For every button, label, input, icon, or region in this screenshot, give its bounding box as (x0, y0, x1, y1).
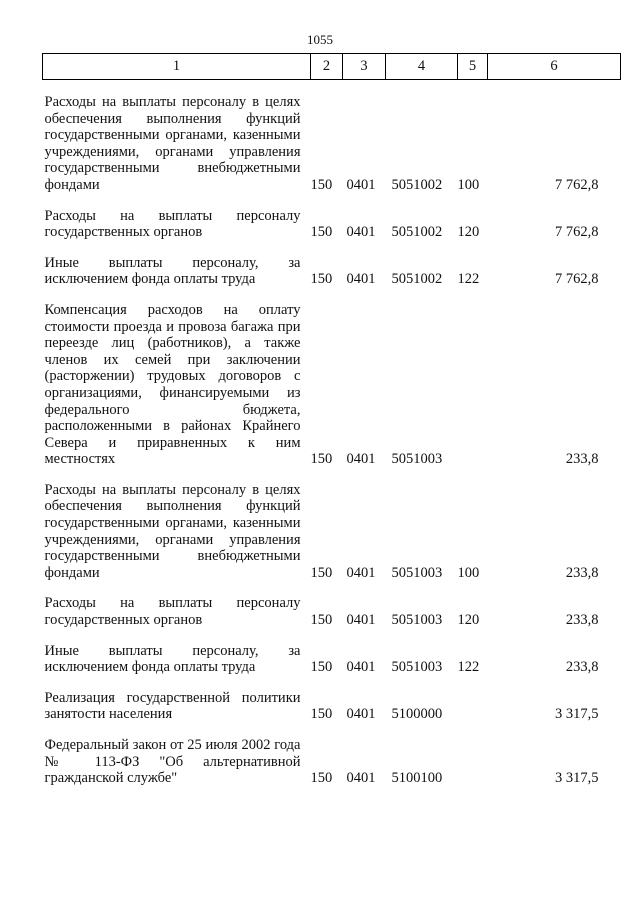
row-ministry-code: 150 (310, 659, 333, 676)
row-amount: 7 762,8 (555, 271, 599, 288)
row-amount: 3 317,5 (555, 706, 599, 723)
header-col-3: 3 (343, 54, 386, 80)
row-ministry-code: 150 (310, 451, 333, 468)
spacer (43, 194, 621, 208)
table-row (43, 690, 621, 723)
row-description: Компенсация расходов на оплату стоимости проезда и провоза багажа при переезде лиц (работников), а также членов их семей при заключении (расторжении) трудовых договоров с организациями, финансируемыми из федерального бюджета, расположенными в районах Крайнего Севера и приравненных к ним местностях (44, 301, 301, 468)
row-description: Расходы на выплаты персоналу государственных органов (44, 595, 301, 629)
row-amount: 7 762,8 (555, 224, 599, 241)
row-ministry-code: 150 (310, 176, 333, 193)
table-row (43, 94, 621, 194)
row-expense-type: 100 (457, 176, 480, 193)
spacer (43, 723, 621, 737)
table-row (43, 302, 621, 468)
page-number: 1055 (307, 32, 333, 47)
row-expense-type: 122 (457, 659, 480, 676)
row-target-code: 5051003 (391, 451, 443, 468)
row-ministry-code: 150 (310, 564, 333, 581)
row-section-code: 0401 (346, 770, 376, 787)
row-expense-type (458, 302, 488, 468)
header-col-6: 6 (488, 54, 621, 80)
header-col-5: 5 (458, 54, 488, 80)
row-expense-type: 122 (457, 271, 480, 288)
row-ministry-code: 150 (310, 706, 333, 723)
row-target-code: 5051002 (391, 176, 443, 193)
row-section-code: 0401 (346, 564, 376, 581)
row-expense-type: 100 (457, 564, 480, 581)
row-ministry-code: 150 (310, 612, 333, 629)
row-section-code: 0401 (346, 659, 376, 676)
row-description: Федеральный закон от 25 июля 2002 года № 113-ФЗ "Об альтернативной гражданской службе" (44, 737, 301, 787)
row-description: Иные выплаты персоналу, за исключением фонда оплаты труда (44, 254, 301, 288)
row-target-code: 5051003 (391, 659, 443, 676)
table-row (43, 737, 621, 787)
row-amount: 233,8 (565, 564, 599, 581)
table-row (43, 208, 621, 241)
row-description: Расходы на выплаты персоналу государственных органов (44, 207, 301, 241)
row-amount: 233,8 (565, 612, 599, 629)
header-col-1: 1 (43, 54, 311, 80)
row-description: Расходы на выплаты персоналу в целях обеспечения выполнения функций государственными органами, казенными учреждениями, органами управления государственными внебюджетными фондами (44, 94, 301, 193)
table-row (43, 595, 621, 628)
row-ministry-code: 150 (310, 271, 333, 288)
row-ministry-code: 150 (310, 770, 333, 787)
spacer (43, 581, 621, 595)
row-expense-type (458, 690, 488, 723)
row-expense-type: 120 (457, 224, 480, 241)
row-description: Реализация государственной политики занятости населения (44, 689, 301, 723)
header-row (43, 54, 621, 80)
row-description: Расходы на выплаты персоналу в целях обеспечения выполнения функций государственными органами, казенными учреждениями, органами управления государственными внебюджетными фондами (44, 481, 301, 581)
row-section-code: 0401 (346, 224, 376, 241)
row-amount: 3 317,5 (555, 770, 599, 787)
row-target-code: 5051002 (391, 271, 443, 288)
row-section-code: 0401 (346, 612, 376, 629)
table-row (43, 643, 621, 676)
spacer (43, 676, 621, 690)
row-expense-type: 120 (457, 612, 480, 629)
spacer (43, 241, 621, 255)
budget-table (42, 53, 621, 787)
row-target-code: 5051003 (391, 612, 443, 629)
table-row (43, 482, 621, 582)
row-section-code: 0401 (346, 451, 376, 468)
table-row (43, 255, 621, 288)
row-description: Иные выплаты персоналу, за исключением фонда оплаты труда (44, 642, 301, 676)
row-target-code: 5100000 (391, 706, 443, 723)
row-ministry-code: 150 (310, 224, 333, 241)
row-amount: 233,8 (565, 451, 599, 468)
spacer (43, 288, 621, 302)
spacer (43, 629, 621, 643)
row-section-code: 0401 (346, 706, 376, 723)
row-amount: 7 762,8 (555, 176, 599, 193)
row-amount: 233,8 (565, 659, 599, 676)
row-section-code: 0401 (346, 176, 376, 193)
row-target-code: 5051002 (391, 224, 443, 241)
spacer (43, 468, 621, 482)
header-col-4: 4 (386, 54, 458, 80)
spacer (43, 80, 621, 95)
row-expense-type (458, 737, 488, 787)
row-target-code: 5051003 (391, 564, 443, 581)
header-col-2: 2 (311, 54, 343, 80)
row-section-code: 0401 (346, 271, 376, 288)
row-target-code: 5100100 (391, 770, 443, 787)
